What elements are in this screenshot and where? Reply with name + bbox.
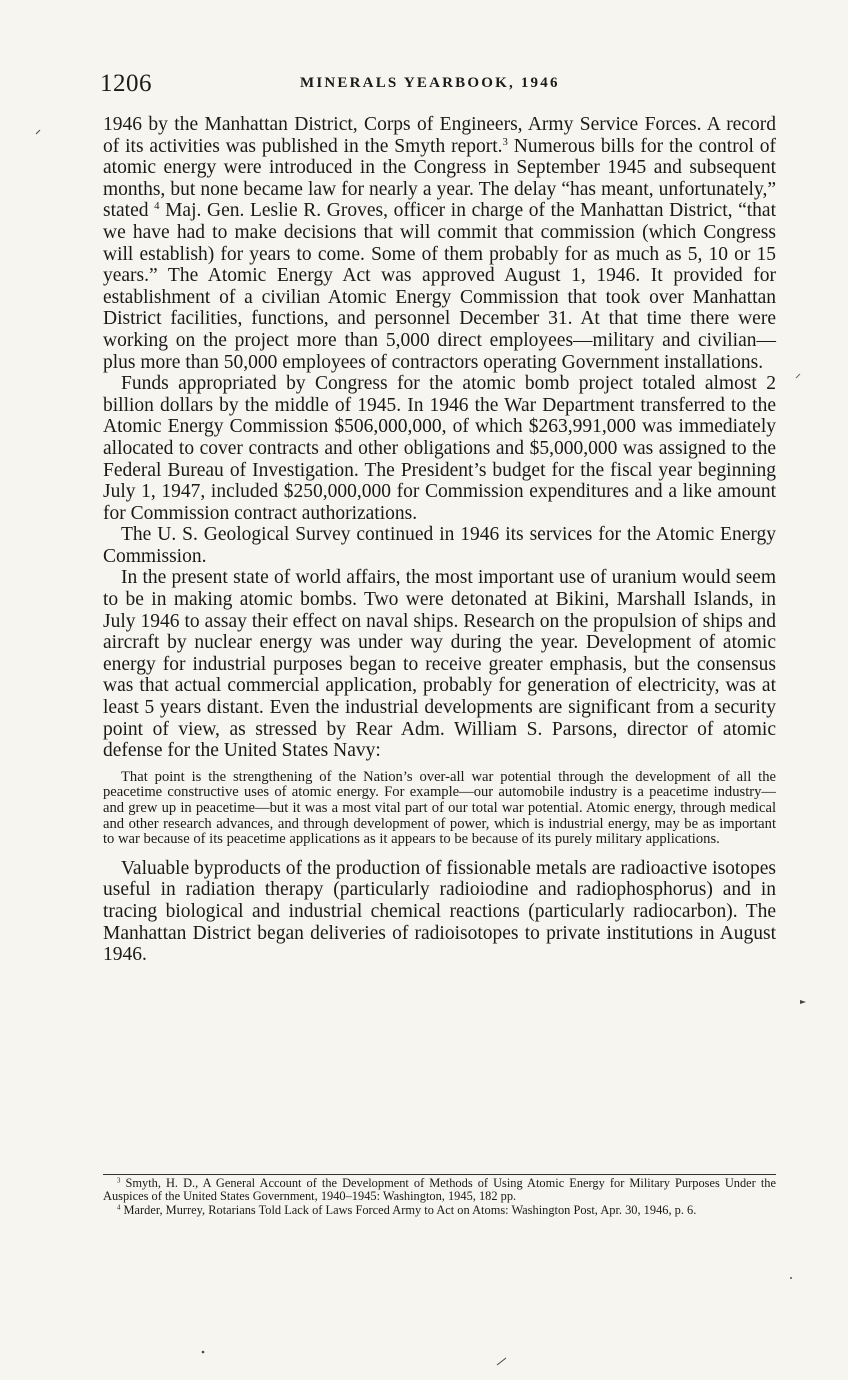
paragraph-text: Numerous bills for the control of atomic energy were introduced in the Congress in September 1945 and subsequent months, but none became law for nearly a year. The delay “has meant, unfortunately,” stated bbox=[103, 135, 777, 222]
footnotes bbox=[103, 1174, 776, 1217]
paragraph-continued bbox=[103, 114, 776, 373]
scan-speck bbox=[497, 1358, 506, 1365]
footnote-text: Marder, Murrey, Rotarians Told Lack of Laws Forced Army to Act on Atoms: Washington Post, Apr. 30, 1946, p. 6. bbox=[123, 1202, 697, 1217]
main-text bbox=[103, 114, 776, 966]
scan-speck bbox=[796, 374, 800, 378]
paragraph-world-affairs: In the present state of world affairs, the most important use of uranium would seem to be in making atomic bombs. Two were detonated at Bikini, Marshall Islands, in July 1946 to assay their effect on naval ships. Research on the propulsion of ships and aircraft by nuclear energy was under way during the year. Development of atomic energy for industrial purposes began to receive greater emphasis, but the consensus was that actual commercial application, probably for generation of electricity, was at least 5 years distant. Even the industrial developments are significant from a security point of view, as stressed by Rear Adm. William S. Parsons, director of atomic defense for the United States Navy: bbox=[103, 567, 776, 762]
paragraph-text: Maj. Gen. Leslie R. Groves, officer in charge of the Manhattan District, “that we have had to make decisions that will commit that commission (which Congress will establish) for years to come. Some of them probably for as much as 5, 10 or 15 years.” The Atomic Energy Act was approved August 1, 1946. It provided for establishment of a civilian Atomic Energy Commission that took over Manhattan District facilities, functions, and personnel December 31. At that time there were working on the project more than 5,000 direct employees—military and civilian—plus more than 50,000 employees of contractors operating Government installations. bbox=[103, 200, 777, 373]
paragraph-geological-survey: The U. S. Geological Survey continued in 1946 its services for the Atomic Energy Commission. bbox=[103, 524, 776, 567]
paragraph-byproducts: Valuable byproducts of the production of fissionable metals are radioactive isotopes useful in radiation therapy (particularly radioiodine and radiophosphorus) and in tracing biological and industrial chemical reactions (particularly radiocarbon). The Manhattan District began deliveries of radioisotopes to private institutions in August 1946. bbox=[103, 857, 776, 966]
running-title: MINERALS YEARBOOK, 1946 bbox=[300, 75, 560, 91]
footnote-text: Smyth, H. D., A General Account of the Development of Methods of Using Atomic Energy for Military Purposes Under the Auspices of the United States Government, 1940–1945: Washington, 1945, 182 pp. bbox=[103, 1176, 776, 1204]
page-number: 1206 bbox=[100, 70, 152, 97]
page-header bbox=[100, 70, 776, 100]
scan-speck bbox=[36, 130, 40, 134]
paragraph-text: 1946 by the Manhattan District, Corps of Engineers, Army Service Forces. A record of its activities was published in the Smyth report. bbox=[103, 114, 776, 157]
paragraph-funds: Funds appropriated by Congress for the atomic bomb project totaled almost 2 billion dollars by the middle of 1945. In 1946 the War Department transferred to the Atomic Energy Commission $506,000,000, of which $263,991,000 was immediately allocated to cover contracts and other obligations and $5,000,000 was assigned to the Federal Bureau of Investigation. The President’s budget for the fiscal year beginning July 1, 1947, included $250,000,000 for Commission expenditures and a like amount for Commission contract authorizations. bbox=[103, 373, 776, 524]
footnote bbox=[103, 1204, 776, 1217]
quote-text: That point is the strengthening of the Nation’s over-all war potential through the development of all the peacetime constructive uses of atomic energy. For example—our automobile industry is a peacetime industry—and grew up in peacetime—but it was a most vital part of our total war potential. Atomic energy, through medical and other research advances, and through development of power, which is industrial energy, may be as important to war because of its peacetime applications as it appears to be because of its purely military applications. bbox=[103, 768, 776, 848]
footnote-mark: 4 bbox=[117, 1204, 121, 1212]
scan-speck bbox=[790, 1277, 792, 1279]
footnote bbox=[103, 1177, 776, 1204]
footnote-ref: 3 bbox=[502, 135, 508, 148]
footnote-mark: 3 bbox=[117, 1177, 121, 1185]
scan-speck bbox=[202, 1351, 205, 1354]
block-quote bbox=[103, 770, 776, 848]
footnote-ref: 4 bbox=[154, 200, 160, 213]
scan-speck bbox=[800, 1000, 806, 1004]
